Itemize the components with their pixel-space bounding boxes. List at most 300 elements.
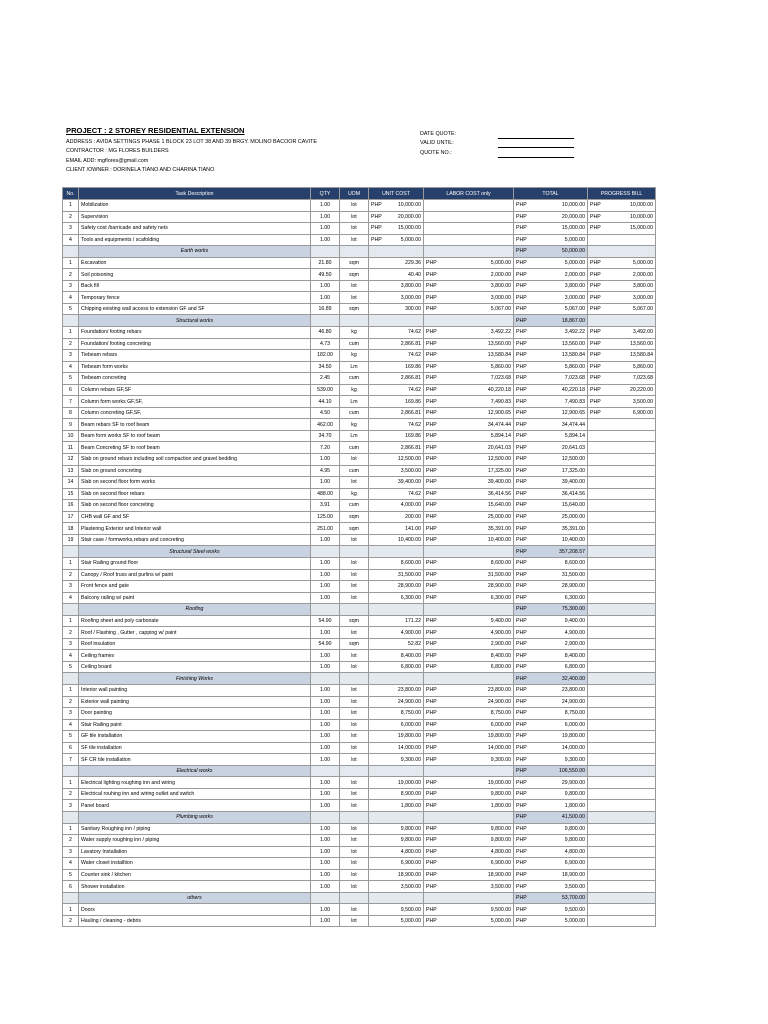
item-description: Canopy / Roof truss and purlins w/ paint: [79, 569, 311, 581]
unit-cost-currency: [369, 627, 384, 639]
item-uom: lot: [340, 280, 369, 292]
item-uom: kg: [340, 419, 369, 431]
item-qty: 1.00: [311, 684, 340, 696]
progress-bill-amount: [605, 777, 656, 789]
section-subtotal-currency: PHP: [514, 811, 531, 823]
labor-cost: 1,800.00: [441, 800, 514, 812]
progress-bill-amount: [605, 454, 656, 466]
section-spacer: [424, 315, 441, 327]
total-currency: PHP: [514, 430, 531, 442]
unit-cost-currency: [369, 534, 384, 546]
total-currency: PHP: [514, 858, 531, 870]
labor-cost: 3,492.22: [441, 327, 514, 339]
total-amount: 29,900.00: [531, 777, 588, 789]
col-header-unit-cost: UNIT COST: [369, 188, 424, 200]
unit-cost-currency: [369, 396, 384, 408]
item-qty: 54.90: [311, 638, 340, 650]
total-currency: PHP: [514, 500, 531, 512]
progress-bill-amount: 20,220.00: [605, 384, 656, 396]
item-uom: Lm: [340, 361, 369, 373]
labor-cost: 40,220.18: [441, 384, 514, 396]
col-header-total: TOTAL: [514, 188, 588, 200]
item-number: 6: [63, 742, 79, 754]
item-number: 2: [63, 338, 79, 350]
item-uom: lot: [340, 454, 369, 466]
labor-cost-currency: PHP: [424, 269, 441, 281]
labor-cost: 4,900.00: [441, 627, 514, 639]
table-row: [63, 719, 656, 731]
labor-cost: 34,474.44: [441, 419, 514, 431]
section-spacer: [424, 246, 441, 258]
labor-cost-currency: PHP: [424, 477, 441, 489]
total-currency: PHP: [514, 477, 531, 489]
total-amount: 8,400.00: [531, 650, 588, 662]
item-description: GF tile installation: [79, 731, 311, 743]
total-amount: 6,900.00: [531, 858, 588, 870]
unit-cost: 74.62: [384, 488, 424, 500]
unit-cost-currency: PHP: [369, 211, 384, 223]
item-qty: 1.00: [311, 846, 340, 858]
unit-cost: 24,900.00: [384, 696, 424, 708]
table-row: [63, 419, 656, 431]
labor-cost: 5,000.00: [441, 257, 514, 269]
item-qty: 1.00: [311, 788, 340, 800]
progress-bill-currency: PHP: [588, 338, 605, 350]
unit-cost-currency: [369, 465, 384, 477]
total-amount: 9,400.00: [531, 615, 588, 627]
table-row: [63, 223, 656, 235]
valid-until-field[interactable]: [498, 139, 574, 148]
table-row: [63, 788, 656, 800]
item-description: Exterior wall painting: [79, 696, 311, 708]
progress-bill-amount: 3,500.00: [605, 396, 656, 408]
item-uom: lot: [340, 223, 369, 235]
table-row: [63, 350, 656, 362]
item-number: 3: [63, 638, 79, 650]
item-number: 4: [63, 719, 79, 731]
table-row: [63, 569, 656, 581]
progress-bill-currency: [588, 419, 605, 431]
labor-cost: 8,750.00: [441, 708, 514, 720]
labor-cost: 3,000.00: [441, 292, 514, 304]
item-description: Beam form works SF to roof beam: [79, 430, 311, 442]
unit-cost: 18,900.00: [384, 869, 424, 881]
item-uom: lot: [340, 684, 369, 696]
unit-cost: 39,400.00: [384, 477, 424, 489]
labor-cost-currency: [424, 223, 441, 235]
labor-cost: 17,325.00: [441, 465, 514, 477]
item-number: 3: [63, 280, 79, 292]
progress-bill-currency: [588, 719, 605, 731]
total-amount: 35,391.00: [531, 523, 588, 535]
section-name: Roofing: [79, 604, 311, 616]
progress-bill-amount: [605, 754, 656, 766]
labor-cost-currency: PHP: [424, 800, 441, 812]
table-row: [63, 904, 656, 916]
table-row: [63, 361, 656, 373]
unit-cost-currency: [369, 350, 384, 362]
progress-bill-currency: [588, 777, 605, 789]
item-description: Tiebeam rebars: [79, 350, 311, 362]
item-qty: 2.45: [311, 373, 340, 385]
unit-cost: 74.62: [384, 384, 424, 396]
labor-cost: 10,400.00: [441, 534, 514, 546]
section-spacer: [369, 811, 384, 823]
labor-cost-currency: PHP: [424, 511, 441, 523]
item-qty: 1.00: [311, 581, 340, 593]
section-header-row: [63, 811, 656, 823]
total-amount: 1,800.00: [531, 800, 588, 812]
unit-cost-currency: [369, 915, 384, 927]
total-amount: 9,500.00: [531, 904, 588, 916]
labor-cost-currency: PHP: [424, 523, 441, 535]
labor-cost: 23,800.00: [441, 684, 514, 696]
item-description: Stair Railing paint: [79, 719, 311, 731]
total-amount: 3,500.00: [531, 881, 588, 893]
table-row: [63, 823, 656, 835]
unit-cost: 8,400.00: [384, 650, 424, 662]
table-row: [63, 869, 656, 881]
item-uom: sqm: [340, 269, 369, 281]
item-qty: 1.00: [311, 211, 340, 223]
labor-cost: 6,800.00: [441, 661, 514, 673]
section-header-row: [63, 604, 656, 616]
col-header-uom: UOM: [340, 188, 369, 200]
labor-cost: 7,490.83: [441, 396, 514, 408]
total-amount: 8,600.00: [531, 557, 588, 569]
item-number: 17: [63, 511, 79, 523]
item-description: Ceiling board: [79, 661, 311, 673]
total-currency: PHP: [514, 373, 531, 385]
item-qty: 1.00: [311, 477, 340, 489]
item-uom: lot: [340, 777, 369, 789]
item-qty: 46.80: [311, 327, 340, 339]
item-uom: kg: [340, 384, 369, 396]
section-header-row: [63, 315, 656, 327]
total-amount: 23,800.00: [531, 684, 588, 696]
section-spacer: [441, 604, 514, 616]
item-number: 1: [63, 777, 79, 789]
quote-info: [420, 130, 574, 158]
item-uom: lot: [340, 858, 369, 870]
section-spacer: [311, 673, 340, 685]
labor-cost-currency: PHP: [424, 454, 441, 466]
item-uom: lot: [340, 696, 369, 708]
item-description: Chipping existing wall access to extension GF and SF: [79, 303, 311, 315]
total-amount: 10,400.00: [531, 534, 588, 546]
total-amount: 40,220.18: [531, 384, 588, 396]
section-spacer: [441, 811, 514, 823]
unit-cost-currency: [369, 361, 384, 373]
unit-cost: 2,866.81: [384, 407, 424, 419]
total-currency: PHP: [514, 915, 531, 927]
progress-bill-amount: [605, 523, 656, 535]
progress-bill-amount: 6,900.00: [605, 407, 656, 419]
labor-cost: 2,000.00: [441, 269, 514, 281]
unit-cost: 20,000.00: [384, 211, 424, 223]
item-description: Beam rebars SF to roof beam: [79, 419, 311, 431]
total-currency: PHP: [514, 592, 531, 604]
progress-bill-currency: [588, 615, 605, 627]
item-qty: 1.00: [311, 557, 340, 569]
progress-bill-amount: 5,000.00: [605, 257, 656, 269]
item-description: Hauling / cleaning - debris: [79, 915, 311, 927]
labor-cost-currency: PHP: [424, 696, 441, 708]
table-row: [63, 846, 656, 858]
item-number: 3: [63, 846, 79, 858]
item-uom: lot: [340, 211, 369, 223]
progress-bill-currency: PHP: [588, 269, 605, 281]
table-row: [63, 661, 656, 673]
quote-no-label: QUOTE NO.:: [420, 149, 452, 156]
section-subtotal-currency: PHP: [514, 546, 531, 558]
item-qty: 1.00: [311, 777, 340, 789]
quote-no-field[interactable]: [498, 149, 574, 158]
unit-cost-currency: PHP: [369, 223, 384, 235]
item-number: 5: [63, 303, 79, 315]
table-row: [63, 835, 656, 847]
total-currency: PHP: [514, 234, 531, 246]
total-currency: PHP: [514, 200, 531, 212]
item-description: SF CR tile installation: [79, 754, 311, 766]
item-uom: lot: [340, 754, 369, 766]
unit-cost-currency: [369, 823, 384, 835]
unit-cost-currency: [369, 638, 384, 650]
item-qty: 4.50: [311, 407, 340, 419]
section-spacer: [369, 604, 384, 616]
total-amount: 5,894.14: [531, 430, 588, 442]
table-row: [63, 430, 656, 442]
labor-cost: 19,000.00: [441, 777, 514, 789]
item-qty: 1.00: [311, 223, 340, 235]
table-row: [63, 384, 656, 396]
progress-bill-amount: 13,560.00: [605, 338, 656, 350]
total-currency: PHP: [514, 823, 531, 835]
section-spacer: [605, 892, 656, 904]
table-row: [63, 373, 656, 385]
item-uom: lot: [340, 881, 369, 893]
item-uom: lot: [340, 731, 369, 743]
section-spacer: [424, 604, 441, 616]
progress-bill-currency: [588, 788, 605, 800]
labor-cost-currency: PHP: [424, 615, 441, 627]
labor-cost-currency: PHP: [424, 557, 441, 569]
total-currency: PHP: [514, 904, 531, 916]
labor-cost-currency: PHP: [424, 788, 441, 800]
unit-cost: 74.62: [384, 419, 424, 431]
section-spacer: [605, 604, 656, 616]
labor-cost-currency: PHP: [424, 257, 441, 269]
item-qty: 1.00: [311, 234, 340, 246]
item-description: Tools and equipments / scafolding: [79, 234, 311, 246]
total-amount: 2,000.00: [531, 269, 588, 281]
table-row: [63, 257, 656, 269]
total-currency: PHP: [514, 615, 531, 627]
labor-cost-currency: PHP: [424, 581, 441, 593]
total-amount: 9,300.00: [531, 754, 588, 766]
labor-cost-currency: PHP: [424, 384, 441, 396]
progress-bill-amount: [605, 742, 656, 754]
item-uom: cum: [340, 373, 369, 385]
item-qty: 44.10: [311, 396, 340, 408]
total-amount: 5,000.00: [531, 915, 588, 927]
item-description: Plastering Exterior and Interior wall: [79, 523, 311, 535]
section-spacer: [63, 765, 79, 777]
total-amount: 10,000.00: [531, 200, 588, 212]
item-qty: 7.20: [311, 442, 340, 454]
progress-bill-currency: [588, 454, 605, 466]
labor-cost-currency: PHP: [424, 419, 441, 431]
progress-bill-currency: [588, 754, 605, 766]
item-qty: 34.70: [311, 430, 340, 442]
labor-cost-currency: PHP: [424, 904, 441, 916]
unit-cost-currency: [369, 731, 384, 743]
progress-bill-currency: [588, 581, 605, 593]
labor-cost: 24,900.00: [441, 696, 514, 708]
item-uom: lot: [340, 650, 369, 662]
section-spacer: [340, 315, 369, 327]
progress-bill-amount: [605, 581, 656, 593]
total-currency: PHP: [514, 719, 531, 731]
unit-cost-currency: PHP: [369, 234, 384, 246]
progress-bill-currency: [588, 627, 605, 639]
section-spacer: [340, 673, 369, 685]
item-uom: lot: [340, 581, 369, 593]
project-title: PROJECT : 2 STOREY RESIDENTIAL EXTENSION: [66, 126, 245, 135]
labor-cost: 19,800.00: [441, 731, 514, 743]
table-row: [63, 754, 656, 766]
progress-bill-currency: PHP: [588, 211, 605, 223]
item-uom: lot: [340, 835, 369, 847]
item-uom: cum: [340, 465, 369, 477]
item-qty: 1.00: [311, 592, 340, 604]
section-spacer: [441, 673, 514, 685]
labor-cost: 3,500.00: [441, 881, 514, 893]
total-currency: PHP: [514, 327, 531, 339]
unit-cost-currency: [369, 523, 384, 535]
unit-cost-currency: [369, 373, 384, 385]
date-quote-field[interactable]: [498, 130, 574, 139]
labor-cost-currency: PHP: [424, 592, 441, 604]
item-uom: lot: [340, 904, 369, 916]
section-spacer: [441, 765, 514, 777]
item-qty: 1.00: [311, 915, 340, 927]
labor-cost: 5,000.00: [441, 915, 514, 927]
section-name: Electrical works: [79, 765, 311, 777]
section-subtotal-currency: PHP: [514, 246, 531, 258]
item-number: 4: [63, 592, 79, 604]
progress-bill-amount: [605, 835, 656, 847]
section-spacer: [340, 811, 369, 823]
labor-cost: 14,000.00: [441, 742, 514, 754]
total-currency: PHP: [514, 419, 531, 431]
item-number: 3: [63, 708, 79, 720]
total-amount: 24,900.00: [531, 696, 588, 708]
item-uom: sqm: [340, 523, 369, 535]
progress-bill-currency: [588, 731, 605, 743]
item-uom: lot: [340, 846, 369, 858]
item-uom: lot: [340, 788, 369, 800]
progress-bill-amount: [605, 465, 656, 477]
labor-cost: 6,300.00: [441, 592, 514, 604]
item-number: 19: [63, 534, 79, 546]
total-currency: PHP: [514, 777, 531, 789]
item-number: 15: [63, 488, 79, 500]
total-currency: PHP: [514, 881, 531, 893]
progress-bill-currency: PHP: [588, 361, 605, 373]
table-body: [63, 200, 656, 927]
unit-cost-currency: [369, 696, 384, 708]
labor-cost-currency: PHP: [424, 500, 441, 512]
table-row: [63, 696, 656, 708]
labor-cost: 25,000.00: [441, 511, 514, 523]
unit-cost: 2,866.81: [384, 442, 424, 454]
item-number: 4: [63, 858, 79, 870]
item-qty: 34.50: [311, 361, 340, 373]
labor-cost-currency: PHP: [424, 327, 441, 339]
item-description: Slab on second floor concreting: [79, 500, 311, 512]
labor-cost: 5,894.14: [441, 430, 514, 442]
labor-cost: 9,500.00: [441, 904, 514, 916]
unit-cost-currency: [369, 500, 384, 512]
progress-bill-amount: [605, 696, 656, 708]
item-qty: 1.00: [311, 708, 340, 720]
section-spacer: [369, 765, 384, 777]
total-amount: 7,490.83: [531, 396, 588, 408]
section-spacer: [311, 811, 340, 823]
item-qty: 251.00: [311, 523, 340, 535]
total-currency: PHP: [514, 731, 531, 743]
item-number: 4: [63, 361, 79, 373]
item-description: Safety cost /barricade and safety nets: [79, 223, 311, 235]
section-spacer: [588, 604, 605, 616]
unit-cost-currency: [369, 835, 384, 847]
progress-bill-amount: [605, 442, 656, 454]
item-number: 11: [63, 442, 79, 454]
progress-bill-currency: [588, 592, 605, 604]
unit-cost-currency: [369, 269, 384, 281]
item-description: Electrical lighting roughing inn and wiring: [79, 777, 311, 789]
total-currency: PHP: [514, 338, 531, 350]
item-description: Back fill: [79, 280, 311, 292]
section-subtotal: 357,208.57: [531, 546, 588, 558]
section-spacer: [605, 673, 656, 685]
section-spacer: [384, 765, 424, 777]
total-amount: 9,800.00: [531, 823, 588, 835]
unit-cost: 4,900.00: [384, 627, 424, 639]
section-name: Finishing Works: [79, 673, 311, 685]
total-amount: 19,800.00: [531, 731, 588, 743]
total-amount: 6,800.00: [531, 661, 588, 673]
progress-bill-amount: [605, 788, 656, 800]
unit-cost: 14,000.00: [384, 742, 424, 754]
item-uom: lot: [340, 557, 369, 569]
unit-cost-currency: [369, 477, 384, 489]
unit-cost-currency: [369, 881, 384, 893]
progress-bill-currency: [588, 534, 605, 546]
progress-bill-amount: [605, 915, 656, 927]
item-qty: 1.00: [311, 292, 340, 304]
item-number: 2: [63, 915, 79, 927]
item-qty: 1.00: [311, 719, 340, 731]
unit-cost: 12,500.00: [384, 454, 424, 466]
unit-cost: 9,800.00: [384, 835, 424, 847]
labor-cost: 3,800.00: [441, 280, 514, 292]
unit-cost-currency: [369, 719, 384, 731]
labor-cost-currency: PHP: [424, 569, 441, 581]
section-spacer: [311, 892, 340, 904]
section-spacer: [63, 246, 79, 258]
